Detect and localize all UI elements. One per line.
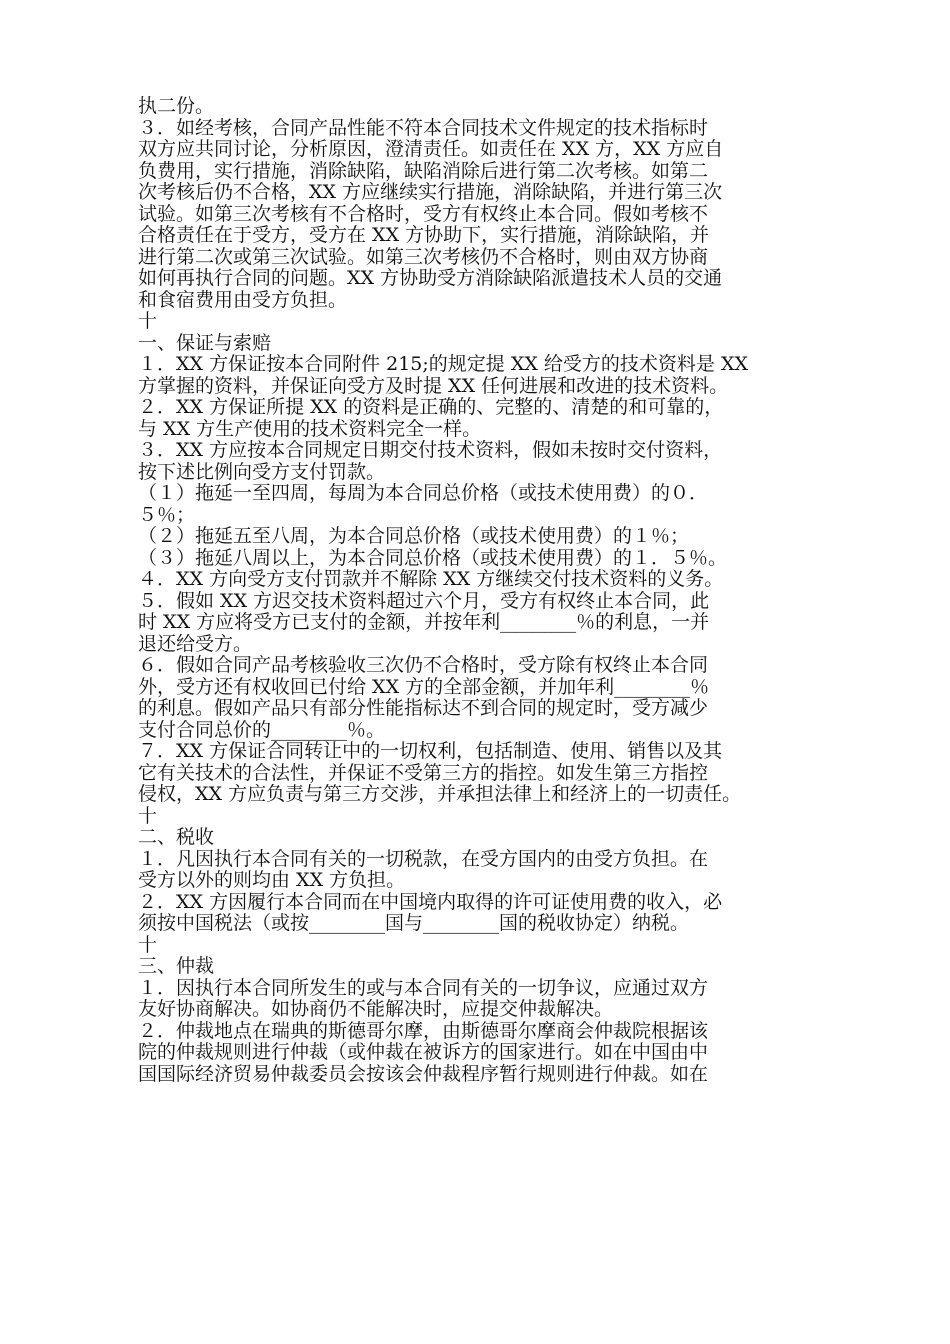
text-line: 三、仲裁 — [138, 955, 215, 977]
text-line: 退还给受方。 — [138, 632, 253, 655]
text-line: 进行第二次或第三次试验。如第三次考核仍不合格时，则由双方协商 — [138, 245, 709, 268]
text-line: ６．假如合同产品考核验收三次仍不合格时，受方除有权终止本合同 — [138, 654, 709, 676]
text-line: ３．如经考核，合同产品性能不符本合同技术文件规定的技术指标时 — [138, 116, 709, 139]
text-line: 它有关技术的合法性，并保证不受第三方的指控。如发生第三方指控 — [138, 761, 709, 784]
text-line: 外，受方还有权收回已付给 XX 方的全部金额，并加年利________％ — [138, 675, 710, 698]
text-line: ２．XX 方因履行本合同而在中国境内取得的许可证使用费的收入，必 — [138, 890, 723, 913]
text-line: １．XX 方保证按本合同附件 215;的规定提 XX 给受方的技术资料是 XX — [138, 353, 749, 375]
text-line: 执二份。 — [138, 95, 215, 117]
text-line: ５％； — [138, 503, 196, 526]
text-line: ３．XX 方应按本合同规定日期交付技术资料，假如未按时交付资料， — [138, 439, 723, 461]
text-line: 按下述比例向受方支付罚款。 — [138, 460, 386, 483]
text-line: 和食宿费用由受方负担。 — [138, 288, 348, 311]
text-line: 十 — [138, 804, 158, 827]
text-line: 二、税收 — [138, 826, 215, 848]
text-line: （３）拖延八周以上，为本合同总价格（或技术使用费）的１．５％。 — [138, 546, 728, 569]
text-line: ４．XX 方向受方支付罚款并不解除 XX 方继续交付技术资料的义务。 — [138, 568, 724, 590]
text-line: 国国际经济贸易仲裁委员会按该会仲裁程序暂行规则进行仲裁。如在 — [138, 1062, 709, 1085]
text-line: ２．仲裁地点在瑞典的斯德哥尔摩，由斯德哥尔摩商会仲裁院根据该 — [138, 1019, 709, 1042]
text-line: ７．XX 方保证合同转让中的一切权利，包括制造、使用、销售以及其 — [138, 740, 723, 762]
text-line: 试验。如第三次考核有不合格时，受方有权终止本合同。假如考核不 — [138, 202, 709, 225]
text-line: （１）拖延一至四周，每周为本合同总价格（或技术使用费）的０． — [138, 482, 709, 504]
text-line: 与 XX 方生产使用的技术资料完全一样。 — [138, 417, 482, 440]
text-line: 合格责任在于受方，受方在 XX 方协助下，实行措施，消除缺陷，并 — [138, 224, 710, 246]
text-line: 须按中国税法（或按________国与________国的税收协定）纳税。 — [138, 912, 690, 934]
text-line: 一、保证与索赔 — [138, 331, 272, 354]
text-line: 时 XX 方应将受方已支付的金额，并按年利________％的利息，一并 — [138, 611, 710, 633]
text-line: 十 — [138, 933, 158, 956]
text-line: 的利息。假如产品只有部分性能指标达不到合同的规定时，受方减少 — [138, 697, 709, 719]
text-line: 支付合同总价的________％。 — [138, 718, 386, 741]
text-line: 侵权，XX 方应负责与第三方交涉，并承担法律上和经济上的一切责任。 — [138, 783, 742, 805]
text-line: ５．假如 XX 方迟交技术资料超过六个月，受方有权终止本合同，此 — [138, 589, 710, 612]
text-line: 双方应共同讨论，分析原因，澄清责任。如责任在 XX 方，XX 方应自 — [138, 138, 724, 160]
document-body — [138, 96, 838, 1085]
text-line: １．因执行本合同所发生的或与本合同有关的一切争议，应通过双方 — [138, 976, 709, 999]
text-line: 受方以外的则均由 XX 方负担。 — [138, 869, 406, 891]
text-line: ２．XX 方保证所提 XX 的资料是正确的、完整的、清楚的和可靠的， — [138, 396, 724, 418]
text-line: 负费用，实行措施，消除缺陷，缺陷消除后进行第二次考核。如第二 — [138, 159, 709, 182]
text-line: 院的仲裁规则进行仲裁（或仲裁在被诉方的国家进行。如在中国由中 — [138, 1041, 709, 1063]
text-line: 十 — [138, 310, 158, 332]
text-line: 次考核后仍不合格，XX 方应继续实行措施，消除缺陷，并进行第三次 — [138, 181, 723, 203]
text-line: （２）拖延五至八周，为本合同总价格（或技术使用费）的１％； — [138, 525, 690, 547]
text-line: 如何再执行合同的问题。XX 方协助受方消除缺陷派遣技术人员的交通 — [138, 267, 723, 289]
text-line: 友好协商解决。如协商仍不能解决时，应提交仲裁解决。 — [138, 998, 614, 1020]
text-line: 方掌握的资料，并保证向受方及时提 XX 任何进展和改进的技术资料。 — [138, 374, 729, 397]
text-line: １．凡因执行本合同有关的一切税款，在受方国内的由受方负担。在 — [138, 847, 709, 870]
